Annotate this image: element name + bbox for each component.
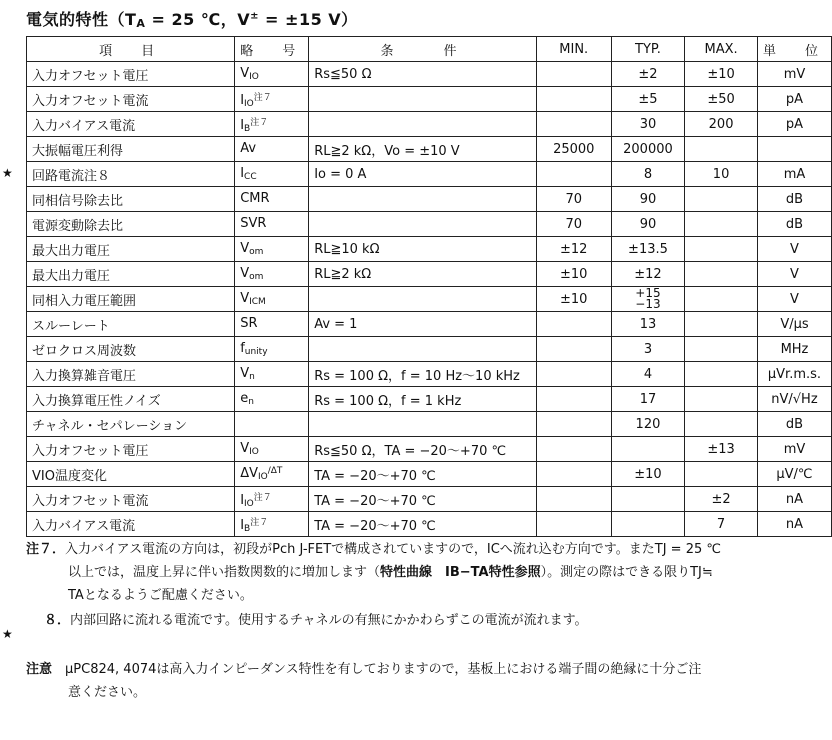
cell-item: 入力オフセット電流 (27, 87, 235, 112)
cell-item: 入力換算雑音電圧 (27, 362, 235, 387)
cell-min: ±12 (536, 237, 611, 262)
cell-typ: 90 (611, 212, 684, 237)
cell-condition (309, 212, 537, 237)
cell-min (536, 162, 611, 187)
cell-typ: +15 −13 (611, 287, 684, 312)
cell-condition: TA = −20〜+70 ℃ (309, 512, 537, 537)
cell-item: チャネル・セパレーション (27, 412, 235, 437)
cell-unit: MHz (757, 337, 831, 362)
cell-condition (309, 87, 537, 112)
table-row (27, 237, 832, 262)
table-row (27, 112, 832, 137)
cell-typ: 4 (611, 362, 684, 387)
cell-symbol: $I_B^{注7}$ (235, 112, 309, 137)
cell-unit: dB (757, 412, 831, 437)
cell-min (536, 62, 611, 87)
table-row (27, 312, 832, 337)
cell-item: 入力オフセット電圧 (27, 62, 235, 87)
cell-max (685, 212, 758, 237)
table-row (27, 412, 832, 437)
cell-min (536, 437, 611, 462)
table-row (27, 512, 832, 537)
cell-unit: mV (757, 437, 831, 462)
cell-condition: RL≧2 kΩ (309, 262, 537, 287)
table-row (27, 337, 832, 362)
cell-typ: 90 (611, 187, 684, 212)
cell-typ: 13 (611, 312, 684, 337)
cell-symbol: $f_{unity}$ (235, 337, 309, 362)
cell-typ (611, 437, 684, 462)
cell-unit: mA (757, 162, 831, 187)
cell-condition (309, 287, 537, 312)
header-min: MIN. (536, 37, 611, 62)
cell-item: 入力バイアス電流 (27, 512, 235, 537)
cell-item: 電源変動除去比 (27, 212, 235, 237)
cell-symbol: $V_{IO}$ (235, 62, 309, 87)
cell-typ: ±5 (611, 87, 684, 112)
cell-unit: pA (757, 112, 831, 137)
cell-max: 200 (685, 112, 758, 137)
table-row (27, 462, 832, 487)
cell-symbol: $I_{IO}^{注7}$ (235, 487, 309, 512)
cell-min (536, 462, 611, 487)
cell-min (536, 87, 611, 112)
cell-unit: V (757, 237, 831, 262)
cell-symbol: $\Delta V_{IO}^{/\Delta T}$ (235, 462, 309, 487)
cell-max: ±50 (685, 87, 758, 112)
cell-item: VIO温度変化 (27, 462, 235, 487)
cell-max (685, 237, 758, 262)
cell-condition: Rs≦50 Ω，TA = −20〜+70 ℃ (309, 437, 537, 462)
cell-unit: dB (757, 212, 831, 237)
cell-symbol: $V_{om}$ (235, 237, 309, 262)
cell-min: ±10 (536, 287, 611, 312)
table-row (27, 62, 832, 87)
cell-unit: nA (757, 512, 831, 537)
cell-item: 入力オフセット電圧 (27, 437, 235, 462)
cell-condition: Io = 0 A (309, 162, 537, 187)
cell-symbol: SR (235, 312, 309, 337)
cell-unit: nV/√Hz (757, 387, 831, 412)
cell-item: 同相信号除去比 (27, 187, 235, 212)
cell-symbol: $I_B^{注7}$ (235, 512, 309, 537)
cell-typ: ±12 (611, 262, 684, 287)
cell-min: 70 (536, 212, 611, 237)
cell-symbol: $V_{om}$ (235, 262, 309, 287)
header-item: 項 目 (27, 37, 235, 62)
cell-unit: dB (757, 187, 831, 212)
cell-min: 70 (536, 187, 611, 212)
note-7: 注７．入力バイアス電流の方向は，初段がPch J-FETで構成されていますので，ICへ流れ込む方向です。またTJ = 25 ℃ (26, 542, 721, 557)
caution-note: 注意 μPC824, 4074は高入力インピーダンス特性を有しておりますので，基板上における端子間の絶縁に十分ご注 (26, 662, 702, 677)
cell-typ: ±10 (611, 462, 684, 487)
cell-typ: 30 (611, 112, 684, 137)
electrical-characteristics-table (26, 36, 832, 537)
cell-item: 入力バイアス電流 (27, 112, 235, 137)
table-row (27, 262, 832, 287)
caution-note-line-2: 意ください。 (68, 685, 147, 700)
cell-condition (309, 412, 537, 437)
cell-typ: 200000 (611, 137, 684, 162)
cell-unit: mV (757, 62, 831, 87)
cell-max (685, 412, 758, 437)
cell-max: ±13 (685, 437, 758, 462)
cell-max (685, 137, 758, 162)
cell-symbol: $I_{CC}$ (235, 162, 309, 187)
header-condition: 条 件 (309, 37, 537, 62)
revision-star-mark: ★ (2, 166, 13, 180)
cell-max: 7 (685, 512, 758, 537)
header-symbol: 略 号 (235, 37, 309, 62)
cell-min (536, 112, 611, 137)
cell-typ (611, 487, 684, 512)
cell-item: スルーレート (27, 312, 235, 337)
cell-min (536, 512, 611, 537)
cell-condition: RL≧2 kΩ，Vo = ±10 V (309, 137, 537, 162)
table-header-row (27, 37, 832, 62)
cell-item: 回路電流注８ (27, 162, 235, 187)
cell-typ: 8 (611, 162, 684, 187)
cell-min (536, 487, 611, 512)
table-row (27, 487, 832, 512)
cell-symbol: $e_n$ (235, 387, 309, 412)
note-7-line-3: TAとなるようご配慮ください。 (68, 588, 253, 603)
table-row (27, 162, 832, 187)
cell-unit: V/μs (757, 312, 831, 337)
cell-typ (611, 512, 684, 537)
table-row (27, 362, 832, 387)
cell-max (685, 262, 758, 287)
table-row (27, 212, 832, 237)
table-row (27, 187, 832, 212)
header-typ: TYP. (611, 37, 684, 62)
cell-condition: Rs = 100 Ω，f = 10 Hz〜10 kHz (309, 362, 537, 387)
cell-max (685, 387, 758, 412)
cell-symbol: $V_{IO}$ (235, 437, 309, 462)
note-8-star-mark: ★ (2, 627, 13, 641)
cell-condition: RL≧10 kΩ (309, 237, 537, 262)
cell-condition (309, 187, 537, 212)
cell-unit: V (757, 287, 831, 312)
cell-item: ゼロクロス周波数 (27, 337, 235, 362)
cell-condition (309, 337, 537, 362)
cell-typ: ±13.5 (611, 237, 684, 262)
cell-min (536, 337, 611, 362)
cell-max: ±2 (685, 487, 758, 512)
cell-typ: 3 (611, 337, 684, 362)
cell-typ: 17 (611, 387, 684, 412)
cell-item: 入力換算電圧性ノイズ (27, 387, 235, 412)
header-unit: 単 位 (757, 37, 831, 62)
note-8: ８．内部回路に流れる電流です。使用するチャネルの有無にかかわらずこの電流が流れます。 (44, 613, 588, 628)
cell-max (685, 362, 758, 387)
cell-typ: 120 (611, 412, 684, 437)
cell-min (536, 412, 611, 437)
cell-min: 25000 (536, 137, 611, 162)
cell-symbol (235, 412, 309, 437)
table-row (27, 387, 832, 412)
cell-max (685, 337, 758, 362)
table-row (27, 437, 832, 462)
cell-typ: ±2 (611, 62, 684, 87)
cell-item: 同相入力電圧範囲 (27, 287, 235, 312)
cell-min: ±10 (536, 262, 611, 287)
cell-max (685, 187, 758, 212)
cell-min (536, 362, 611, 387)
cell-unit: V (757, 262, 831, 287)
cell-unit (757, 137, 831, 162)
cell-condition: Av = 1 (309, 312, 537, 337)
cell-unit: nA (757, 487, 831, 512)
cell-unit: μVr.m.s. (757, 362, 831, 387)
cell-condition: Rs≦50 Ω (309, 62, 537, 87)
cell-min (536, 312, 611, 337)
cell-condition: Rs = 100 Ω，f = 1 kHz (309, 387, 537, 412)
cell-max (685, 462, 758, 487)
cell-item: 最大出力電圧 (27, 237, 235, 262)
cell-unit: μV/℃ (757, 462, 831, 487)
cell-max: 10 (685, 162, 758, 187)
cell-symbol: $V_n$ (235, 362, 309, 387)
cell-item: 大振幅電圧利得 (27, 137, 235, 162)
note-7-line-2: 以上では，温度上昇に伴い指数関数的に増加します（特性曲線 IB−TA特性参照）。測定の際はできる限りTJ≒ (68, 565, 713, 580)
cell-item: 最大出力電圧 (27, 262, 235, 287)
section-title: 電気的特性（$T_A = 25$ ℃，V± = ±15 V） (26, 10, 358, 30)
table-row (27, 287, 832, 312)
cell-condition (309, 112, 537, 137)
cell-max (685, 312, 758, 337)
cell-min (536, 387, 611, 412)
cell-max (685, 287, 758, 312)
cell-condition: TA = −20〜+70 ℃ (309, 462, 537, 487)
cell-item: 入力オフセット電流 (27, 487, 235, 512)
header-max: MAX. (685, 37, 758, 62)
cell-symbol: $V_{ICM}$ (235, 287, 309, 312)
cell-symbol: $I_{IO}^{注7}$ (235, 87, 309, 112)
cell-symbol: CMR (235, 187, 309, 212)
table-row (27, 87, 832, 112)
cell-unit: pA (757, 87, 831, 112)
notes-block (26, 538, 721, 704)
cell-max: ±10 (685, 62, 758, 87)
cell-condition: TA = −20〜+70 ℃ (309, 487, 537, 512)
table-row (27, 137, 832, 162)
cell-symbol: SVR (235, 212, 309, 237)
cell-symbol: Av (235, 137, 309, 162)
